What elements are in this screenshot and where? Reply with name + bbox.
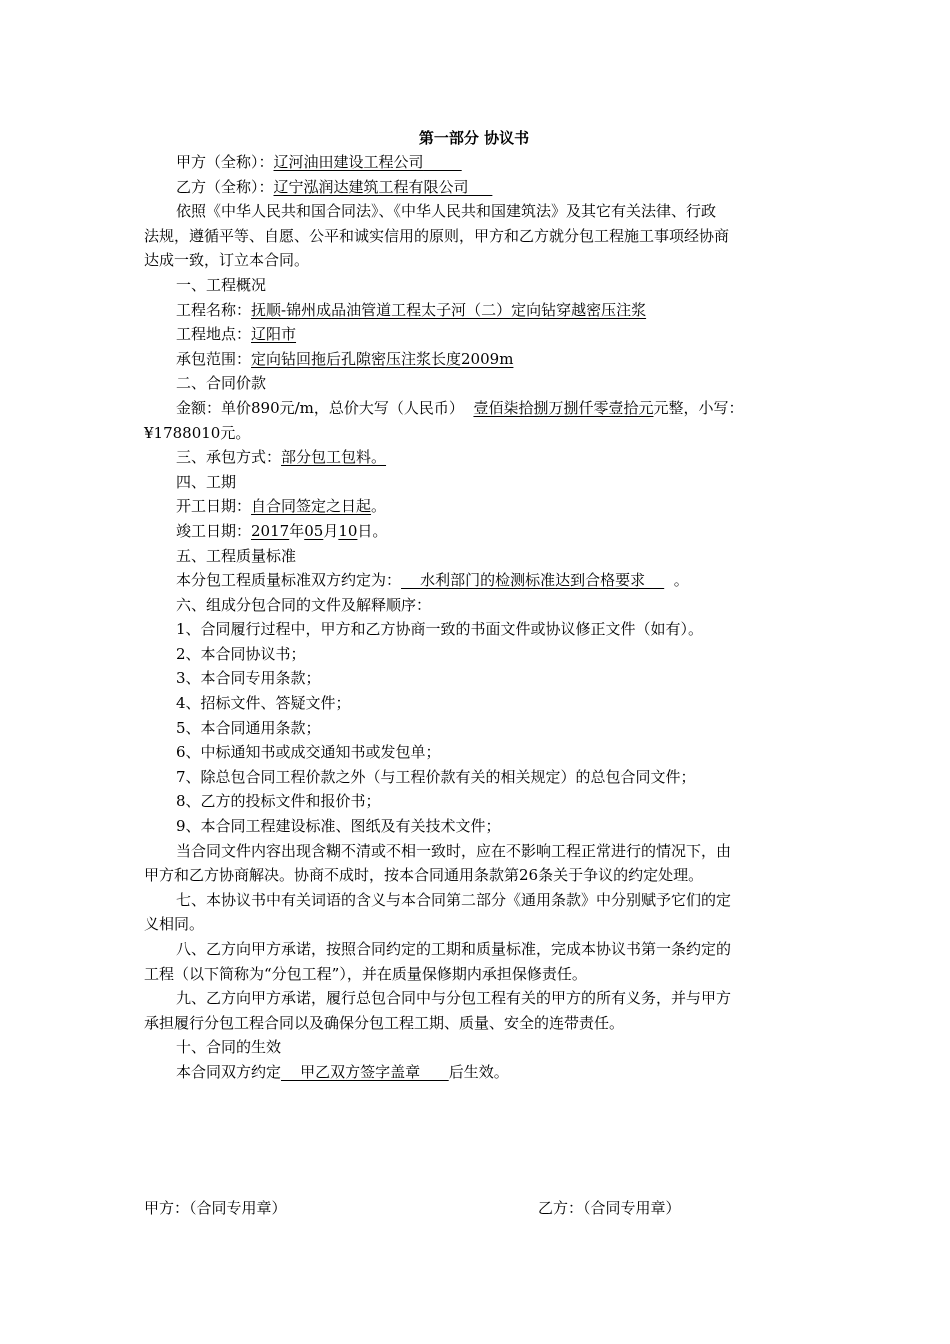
quality-end: 。 [664, 571, 689, 590]
section-9-line-1: 九、乙方向甲方承诺，履行总包合同中与分包工程有关的甲方的所有义务，并与甲方 [176, 989, 732, 1008]
list-item: 8、乙方的投标文件和报价书； [176, 792, 381, 811]
amount-mid: 元整，小写： [653, 398, 744, 417]
section-9-line-2: 承担履行分包工程合同以及确保分包工程工期、质量、安全的连带责任。 [144, 1013, 625, 1032]
section-1-heading: 一、工程概况 [176, 275, 267, 294]
agreement-body [144, 126, 804, 1085]
scope-label: 承包范围： [176, 349, 252, 368]
effect-suffix: 后生效。 [448, 1062, 509, 1081]
signature-party-a: 甲方：（合同专用章） [144, 1199, 287, 1217]
party-a-pad [424, 153, 462, 171]
party-a-line [144, 150, 804, 175]
conflict-line-1: 当合同文件内容出现含糊不清或不相一致时，应在不影响工程正常进行的情况下，由 [176, 841, 732, 860]
project-name-line [144, 298, 804, 323]
section-3-label: 三、承包方式： [176, 448, 282, 467]
finish-date-label: 竣工日期： [176, 521, 252, 540]
amount-words: 壹佰柒拾捌万捌仟零壹拾元 [473, 398, 654, 417]
list-item: 2、本合同协议书； [176, 644, 306, 663]
start-date-line [144, 494, 804, 519]
party-b-name-text: 辽宁泓润达建筑工程有限公司 [273, 177, 469, 196]
section-4-heading: 四、工期 [176, 472, 237, 491]
effect-prefix: 本合同双方约定 [176, 1062, 282, 1081]
party-b-line [144, 175, 804, 200]
party-a-name-text: 辽河油田建设工程公司 [273, 153, 424, 171]
quality-line [144, 568, 804, 593]
intro-line-1: 依照《中华人民共和国合同法》、《中华人民共和国建筑法》及其它有关法律、行政 [176, 202, 717, 221]
project-name-label: 工程名称： [176, 300, 252, 319]
section-8-line-1: 八、乙方向甲方承诺，按照合同约定的工期和质量标准，完成本协议书第一条约定的 [176, 940, 732, 958]
section-3-line [144, 445, 804, 470]
party-b-pad [469, 178, 493, 196]
quality-value: 水利部门的检测标准达到合格要求 [401, 571, 665, 590]
finish-date-line [144, 519, 804, 544]
quality-label: 本分包工程质量标准双方约定为： [176, 571, 402, 590]
amount-line [144, 396, 804, 421]
list-item: 5、本合同通用条款； [176, 718, 321, 737]
finish-day-unit: 日。 [357, 521, 388, 540]
amount-figure: ¥1788010元。 [144, 423, 251, 442]
party-a-label: 甲方（全称）： [176, 153, 274, 171]
scope-line [144, 347, 804, 372]
section-7-line-2: 义相同。 [144, 915, 205, 934]
section-5-heading: 五、工程质量标准 [176, 546, 297, 565]
list-item: 4、招标文件、答疑文件； [176, 694, 351, 713]
finish-year-unit: 年 [289, 521, 305, 540]
list-item: 3、本合同专用条款； [176, 669, 321, 688]
effect-value: 甲乙双方签字盖章 [281, 1062, 449, 1081]
start-date-label: 开工日期： [176, 497, 252, 516]
signature-party-b: 乙方：（合同专用章） [538, 1199, 681, 1217]
intro-line-2: 法规，遵循平等、自愿、公平和诚实信用的原则，甲方和乙方就分包工程施工事项经协商 [144, 226, 730, 245]
list-item: 6、中标通知书或成交通知书或发包单； [176, 743, 441, 762]
section-8-line-2: 工程（以下简称为“分包工程”），并在质量保修期内承担保修责任。 [144, 964, 587, 983]
start-date-end: 。 [371, 497, 387, 516]
finish-year: 2017 [251, 521, 290, 540]
section-10-heading: 十、合同的生效 [176, 1038, 282, 1057]
scope-value: 定向钻回拖后孔隙密压注浆长度2009m [251, 349, 514, 368]
finish-month-unit: 月 [323, 521, 339, 540]
party-b-name [274, 178, 493, 196]
finish-month: 05 [304, 521, 324, 540]
list-item: 7、除总包合同工程价款之外（与工程价款有关的相关规定）的总包合同文件； [176, 767, 696, 786]
party-a-name [274, 153, 462, 171]
intro-line-3: 达成一致，订立本合同。 [144, 251, 310, 270]
section-3-value: 部分包工包料。 [281, 448, 387, 467]
page-title: 第一部分 协议书 [418, 129, 530, 147]
project-location-value: 辽阳市 [251, 325, 297, 344]
section-2-heading: 二、合同价款 [176, 374, 267, 393]
list-item: 9、本合同工程建设标准、图纸及有关技术文件； [176, 817, 501, 836]
finish-day: 10 [338, 521, 358, 540]
section-6-heading: 六、组成分包合同的文件及解释顺序： [176, 595, 432, 614]
project-location-label: 工程地点： [176, 325, 252, 344]
project-name-value: 抚顺-锦州成品油管道工程太子河（二）定向钻穿越密压注浆 [251, 300, 647, 319]
project-location-line [144, 322, 804, 347]
amount-prefix: 金额：单价890元/m，总价大写（人民币） [176, 398, 474, 417]
section-7-line-1: 七、本协议书中有关词语的含义与本合同第二部分《通用条款》中分别赋予它们的定 [176, 890, 732, 909]
start-date-value: 自合同签定之日起 [251, 497, 372, 516]
effect-line [144, 1060, 804, 1085]
list-item: 1、合同履行过程中，甲方和乙方协商一致的书面文件或协议修正文件（如有）。 [176, 620, 704, 639]
party-b-label: 乙方（全称）： [176, 177, 274, 196]
conflict-line-2: 甲方和乙方协商解决。协商不成时，按本合同通用条款第26条关于争议的约定处理。 [144, 866, 704, 885]
